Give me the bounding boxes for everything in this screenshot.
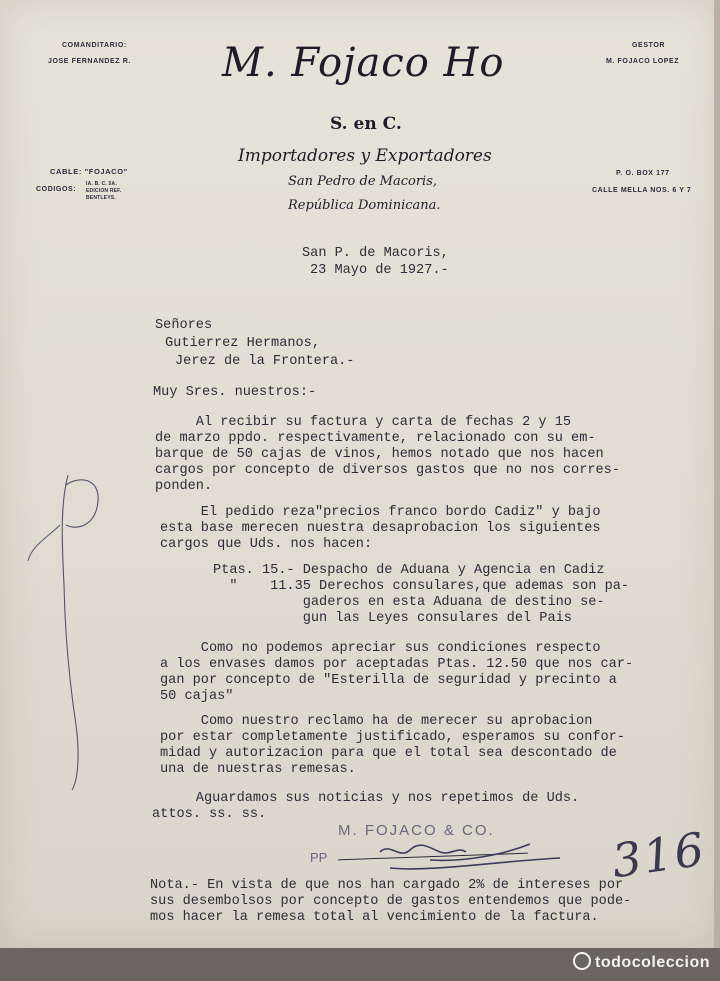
paragraph-line: attos. ss. ss.	[152, 807, 267, 822]
letter-place: San P. de Macoris,	[302, 246, 449, 261]
nota-line: sus desembolsos por concepto de gastos entendemos que pode-	[150, 894, 632, 909]
paragraph-line: Aguardamos sus noticias y nos repetimos de Uds.	[155, 791, 580, 806]
signature-company: M. FOJACO & CO.	[338, 822, 495, 839]
paragraph-line: Como nuestro reclamo ha de merecer su aprobacion	[160, 714, 593, 729]
company-type: S. en C.	[330, 114, 402, 134]
paragraph-line: barque de 50 cajas de vinos, hemos notado que nos hacen	[155, 447, 604, 462]
paragraph-line: cargos por concepto de diversos gastos que no nos corres-	[155, 463, 620, 478]
paragraph-line: Al recibir su factura y carta de fechas 2 y 15	[155, 415, 572, 430]
paragraph-line: gan por concepto de "Esterilla de seguridad y precinto a	[160, 673, 617, 688]
addressee-line: Gutierrez Hermanos,	[165, 336, 320, 351]
cable-address: CABLE: "FOJACO"	[50, 167, 128, 176]
charge-line: " 11.35 Derechos consulares,que ademas son pa-	[213, 579, 630, 594]
codigos-line-1: IA. B. C. 5A.	[86, 181, 117, 187]
paragraph-line: por estar completamente justificado, esperamos su confor-	[160, 730, 625, 745]
gestor-name: M. FOJACO LOPEZ	[606, 58, 680, 65]
handwritten-number: 316	[608, 821, 710, 889]
charge-line: gaderos en esta Aduana de destino se-	[213, 595, 605, 610]
watermark	[573, 952, 710, 972]
watermark-text: todocoleccion	[595, 954, 710, 971]
company-city: San Pedro de Macoris,	[288, 174, 438, 189]
codigos-line-3: BENTLEYS.	[86, 195, 116, 201]
paragraph-line: una de nuestras remesas.	[160, 762, 356, 777]
company-logo: M. Fojaco Ho	[222, 40, 505, 86]
charge-line: gun las Leyes consulares del Pais	[213, 611, 572, 626]
charge-line: Ptas. 15.- Despacho de Aduana y Agencia en Cadiz	[213, 563, 605, 578]
paragraph-line: midad y autorizacion para que el total sea descontado de	[160, 746, 617, 761]
paragraph-line: esta base merecen nuestra desaprobacion los siguientes	[160, 521, 601, 536]
addressee-line: Jerez de la Frontera.-	[175, 354, 355, 369]
paper-edge	[714, 0, 720, 948]
paragraph-line: ponden.	[155, 479, 213, 494]
po-box: P. O. BOX 177	[616, 170, 670, 177]
paragraph-line: a los envases damos por aceptadas Ptas. 12.50 que nos car-	[160, 657, 634, 672]
street-address: CALLE MELLA NOS. 6 Y 7	[592, 187, 692, 194]
nota-line: mos hacer la remesa total al vencimiento de la factura.	[150, 910, 599, 925]
paragraph-line: El pedido reza"precios franco bordo Cadiz" y bajo	[160, 505, 601, 520]
greeting: Muy Sres. nuestros:-	[153, 385, 317, 400]
company-tagline: Importadores y Exportadores	[238, 146, 492, 166]
codigos-label: CODIGOS:	[36, 186, 77, 193]
addressee-line: Señores	[155, 318, 213, 333]
paragraph-line: 50 cajas"	[160, 689, 234, 704]
letter-date: 23 Mayo de 1927.-	[310, 263, 449, 278]
gestor-label: GESTOR	[632, 42, 666, 49]
paragraph-line: Como no podemos apreciar sus condiciones respecto	[160, 641, 601, 656]
nota-line: Nota.- En vista de que nos han cargado 2% de intereses por	[150, 878, 624, 893]
signature-pp: PP	[310, 850, 328, 865]
codigos-line-2: EDICION REF.	[86, 188, 122, 194]
company-country: República Dominicana.	[288, 198, 441, 213]
comanditario-name: JOSE FERNANDEZ R.	[48, 58, 131, 65]
paragraph-line: de marzo ppdo. respectivamente, relacionado con su em-	[155, 431, 596, 446]
watermark-icon	[573, 952, 591, 970]
paragraph-line: cargos que Uds. nos hacen:	[160, 537, 373, 552]
comanditario-label: COMANDITARIO:	[62, 42, 127, 49]
